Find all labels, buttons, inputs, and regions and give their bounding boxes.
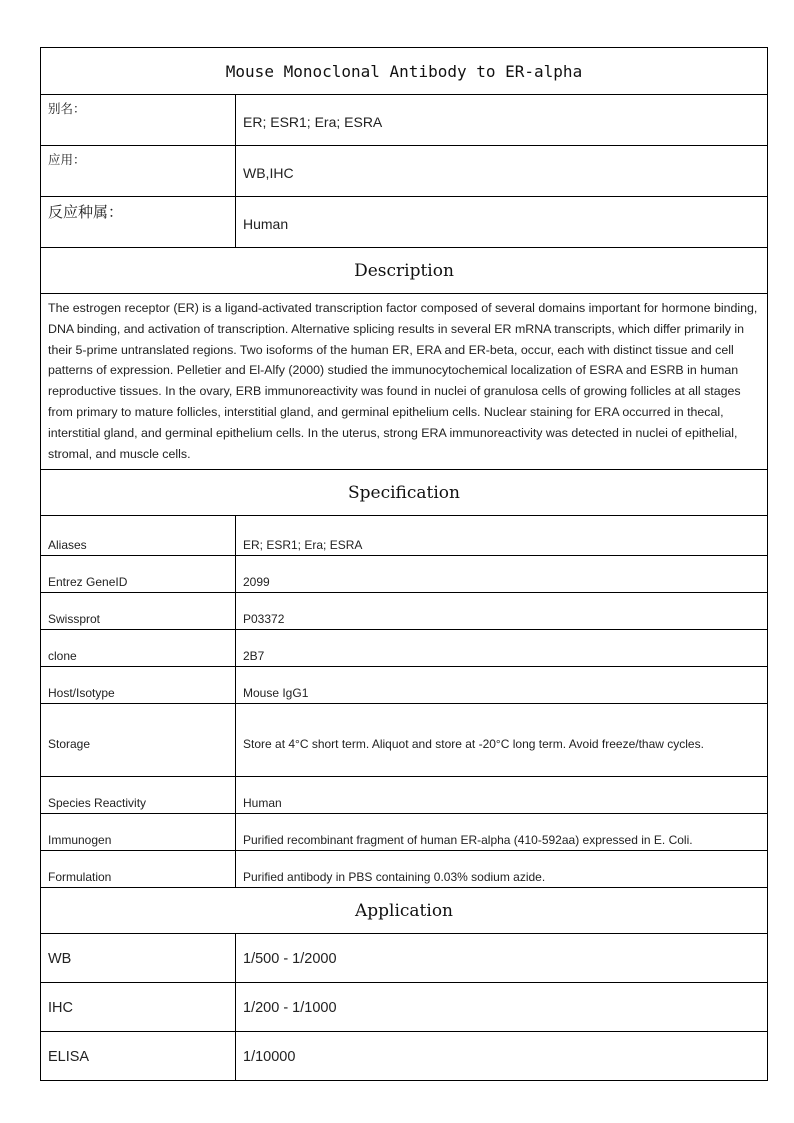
description-heading-row — [41, 248, 768, 294]
application-heading-row — [41, 888, 768, 934]
description-heading: Description — [41, 248, 768, 294]
alias-label: 别名： — [41, 95, 236, 146]
datasheet — [40, 47, 768, 1081]
spec-value: ER; ESR1; Era; ESRA — [236, 516, 768, 556]
datasheet-table — [40, 47, 768, 1081]
spec-row — [41, 593, 768, 630]
spec-label: Formulation — [41, 851, 236, 888]
header-row-application — [41, 146, 768, 197]
header-row-reactivity — [41, 197, 768, 248]
header-row-alias — [41, 95, 768, 146]
description-text: The estrogen receptor (ER) is a ligand-activated transcription factor composed of several domains important for hormone binding, DNA binding, and activation of transcription. Alternative splicing results in several ER mRNA transcripts, which differ primarily in their 5-prime untranslated regions. Two isoforms of the human ER, ERA and ER-beta, occur, each with distinct tissue and cell patterns of expression. Pelletier and El-Alfy (2000) studied the immunocytochemical localization of ESRA and ESRB in human reproductive tissues. In the ovary, ERB immunoreactivity was found in nuclei of granulosa cells of growing follicles at all stages from primary to mature follicles, interstitial gland, and germinal epithelium cells. Nuclear staining for ERA occurred in thecal, interstitial gland, and germinal epithelium cells. In the uterus, strong ERA immunoreactivity was detected in nuclei of epithelial, stromal, and muscle cells. — [41, 294, 768, 470]
application-dilution: 1/200 - 1/1000 — [236, 983, 768, 1032]
spec-label: Entrez GeneID — [41, 556, 236, 593]
spec-label: Swissprot — [41, 593, 236, 630]
spec-value: Human — [236, 777, 768, 814]
application-method: IHC — [41, 983, 236, 1032]
spec-value: P03372 — [236, 593, 768, 630]
spec-label: Species Reactivity — [41, 777, 236, 814]
spec-label: Immunogen — [41, 814, 236, 851]
reactivity-value: Human — [236, 197, 768, 248]
spec-row — [41, 667, 768, 704]
application-method: WB — [41, 934, 236, 983]
spec-value: Mouse IgG1 — [236, 667, 768, 704]
specification-heading: Specification — [41, 470, 768, 516]
reactivity-label: 反应种属： — [41, 197, 236, 248]
spec-value: Store at 4°C short term. Aliquot and store at -20°C long term. Avoid freeze/thaw cycles. — [236, 704, 768, 777]
application-value: WB,IHC — [236, 146, 768, 197]
spec-value: 2B7 — [236, 630, 768, 667]
spec-row — [41, 704, 768, 777]
application-row — [41, 1032, 768, 1081]
application-method: ELISA — [41, 1032, 236, 1081]
application-row — [41, 934, 768, 983]
spec-row — [41, 851, 768, 888]
alias-value: ER; ESR1; Era; ESRA — [236, 95, 768, 146]
specification-heading-row — [41, 470, 768, 516]
spec-value: Purified antibody in PBS containing 0.03% sodium azide. — [236, 851, 768, 888]
application-dilution: 1/500 - 1/2000 — [236, 934, 768, 983]
spec-row — [41, 777, 768, 814]
application-label: 应用： — [41, 146, 236, 197]
spec-row — [41, 630, 768, 667]
spec-label: Storage — [41, 704, 236, 777]
spec-value: 2099 — [236, 556, 768, 593]
spec-row — [41, 516, 768, 556]
spec-label: clone — [41, 630, 236, 667]
application-dilution: 1/10000 — [236, 1032, 768, 1081]
spec-value: Purified recombinant fragment of human ER-alpha (410-592aa) expressed in E. Coli. — [236, 814, 768, 851]
spec-row — [41, 814, 768, 851]
application-row — [41, 983, 768, 1032]
product-title: Mouse Monoclonal Antibody to ER-alpha — [41, 48, 768, 95]
spec-row — [41, 556, 768, 593]
spec-label: Aliases — [41, 516, 236, 556]
spec-label: Host/Isotype — [41, 667, 236, 704]
title-row — [41, 48, 768, 95]
description-text-row — [41, 294, 768, 470]
application-heading: Application — [41, 888, 768, 934]
